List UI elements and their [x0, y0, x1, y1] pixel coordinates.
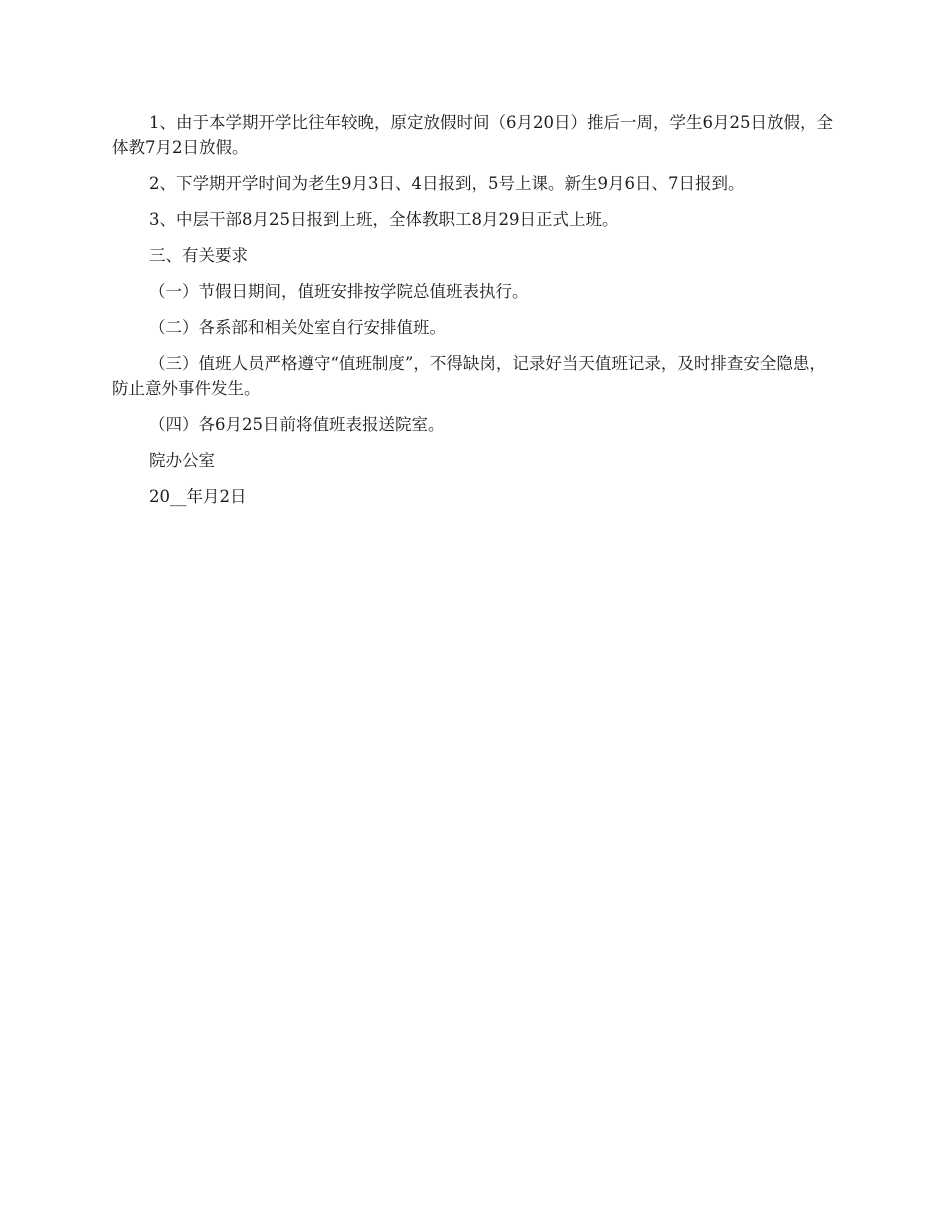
- signature-office: 院办公室: [149, 451, 215, 470]
- signature-date: 20__年月2日: [149, 487, 247, 506]
- requirement-item-2: （二）各系部和相关处室自行安排值班。: [149, 318, 446, 337]
- paragraph-holiday-schedule: 1、由于本学期开学比往年较晚，原定放假时间（6月20日）推后一周，学生6月25日放假，全体教7月2日放假。: [112, 113, 833, 157]
- requirement-item-3: （三）值班人员严格遵守“值班制度”，不得缺岗，记录好当天值班记录，及时排查安全隐患，防止意外事件发生。: [112, 354, 826, 398]
- section-heading-requirements: 三、有关要求: [149, 246, 248, 265]
- requirement-item-1: （一）节假日期间，值班安排按学院总值班表执行。: [149, 282, 529, 301]
- paragraph-staff-report-date: 3、中层干部8月25日报到上班，全体教职工8月29日正式上班。: [149, 210, 619, 229]
- paragraph-next-semester-start: 2、下学期开学时间为老生9月3日、4日报到，5号上课。新生9月6日、7日报到。: [149, 174, 745, 193]
- document-page: [112, 110, 842, 520]
- requirement-item-4: （四）各6月25日前将值班表报送院室。: [149, 415, 445, 434]
